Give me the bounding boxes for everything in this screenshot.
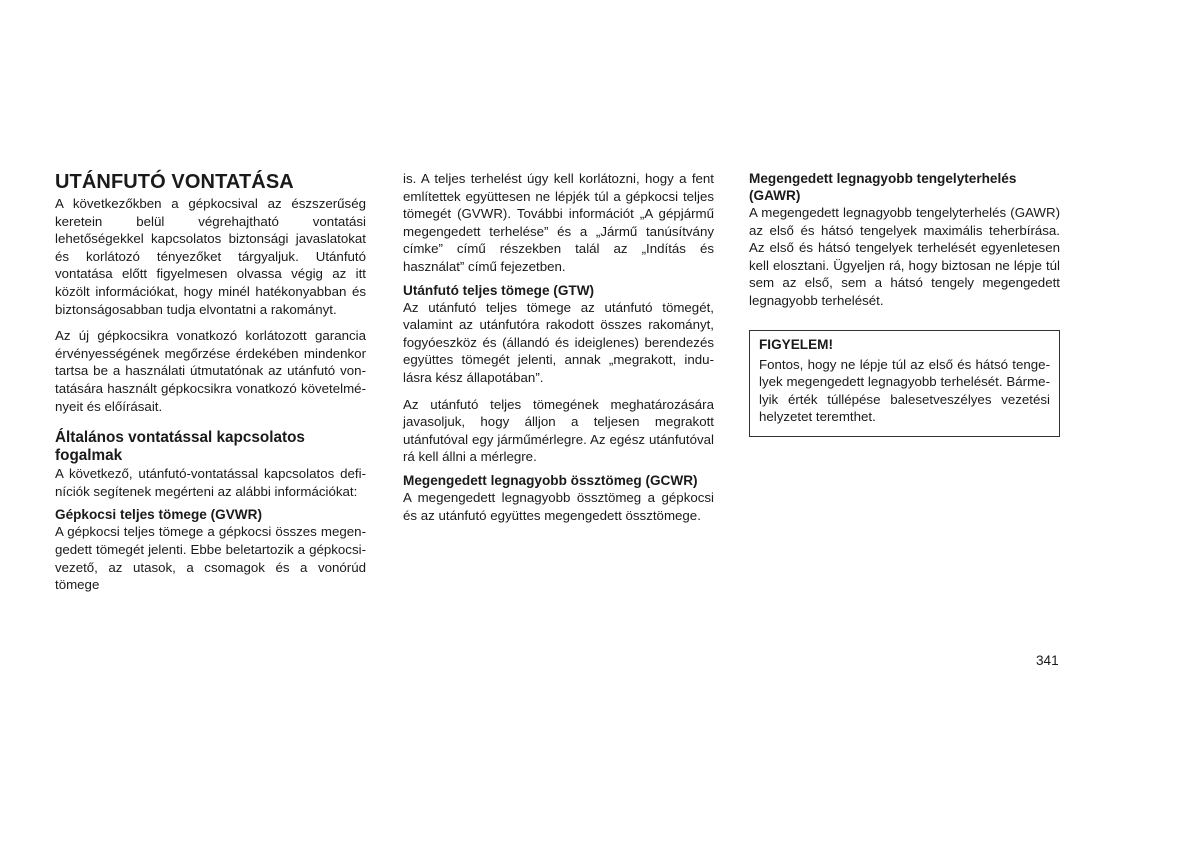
gvwr-heading: Gépkocsi teljes tömege (GVWR) bbox=[55, 507, 262, 523]
warning-text: Fontos, hogy ne lépje túl az első és hátsó tengelyek megengedett legnagyobb terhelését. Bármelyik érték túllépése balesetveszélyes vezetési helyzetet teremthet. bbox=[759, 356, 1050, 425]
gcwr-paragraph: A megengedett legnagyobb össztömeg a gépkocsi és az utánfutó együttes megengedett össztömege. bbox=[403, 489, 714, 523]
warranty-paragraph: Az új gépkocsikra vonatkozó korlátozott garancia érvényességének megőrzése érdekében mindenkor tartsa be a használati útmutatónak az utánfutó vontatására használt gépkocsikra vonatkozó követelményeit és előírásait. bbox=[55, 328, 366, 414]
gtw-measure-paragraph: Az utánfutó teljes tömegének meghatározására javasoljuk, hogy álljon a teljesen megrakott utánfutóval egy járműmérlegre. Az egész utánfutóval rá kell állni a mérlegre. bbox=[403, 396, 714, 465]
column-right bbox=[749, 170, 1060, 437]
gvwr-continued-paragraph: is. A teljes terhelést úgy kell korlátozni, hogy a fent említettek együttesen ne lépjék túl a gépkocsi teljes tömegét (GVWR). További információt „A gépjármű megengedett terhelése” és a „Jármű tanúsítvány címke” című részekben talál az „Indítás és használat” című fejezetben. bbox=[403, 171, 714, 274]
page-number: 341 bbox=[1036, 653, 1059, 668]
gcwr-heading: Megengedett legnagyobb össztömeg (GCWR) bbox=[403, 472, 698, 488]
gawr-heading: Megengedett legnagyobb tengelyterhelés (GAWR) bbox=[749, 171, 1017, 203]
warning-box bbox=[749, 330, 1060, 437]
intro-paragraph: A következőkben a gépkocsival az észszerűség keretein belül végrehajtható vontatási lehetőségekkel kapcsolatos biztonsági javaslatokat és korlátozó tényezőket tárgyaljuk. Utánfutó vontatása előtt figyelmesen olvassa végig az itt közölt információkat, hogy minél hatékonyabban és biztonságosabban tudja elvontatni a rakományt. bbox=[55, 196, 366, 317]
gtw-heading: Utánfutó teljes tömege (GTW) bbox=[403, 282, 595, 298]
gvwr-paragraph: A gépkocsi teljes tömege a gépkocsi összes megengedett tömegét jelenti. Ebbe beletartozik a gépkocsivezető, az utasok, a csomagok és a vonórúd tömege bbox=[55, 524, 366, 593]
warning-title: FIGYELEM! bbox=[759, 336, 834, 352]
definitions-intro: A következő, utánfutó-vontatással kapcsolatos definíciók segítenek megérteni az alábbi információkat: bbox=[55, 466, 366, 499]
definitions-heading: Általános vontatással kapcsolatos fogalmak bbox=[55, 429, 305, 465]
gtw-paragraph: Az utánfutó teljes tömege az utánfutó tömegét, valamint az utánfutóra rakodott összes rakományt, fogyóeszköz és (állandó és ideiglenes) berendezés együttes tömegét jelenti, annak „megrakott, indulásra kész állapotában”. bbox=[403, 299, 714, 385]
gawr-paragraph: A megengedett legnagyobb tengelyterhelés (GAWR) az első és hátsó tengelyek maximális teherbírása. Az első és hátsó tengelyek terhelését egyenletesen kell elosztani. Ügyeljen rá, hogy biztosan ne lépje túl sem az első, sem a hátsó tengely megengedett legnagyobb terhelését. bbox=[749, 205, 1060, 308]
column-left bbox=[55, 170, 366, 594]
column-middle bbox=[403, 170, 714, 524]
section-title: UTÁNFUTÓ VONTATÁSA bbox=[55, 171, 294, 193]
